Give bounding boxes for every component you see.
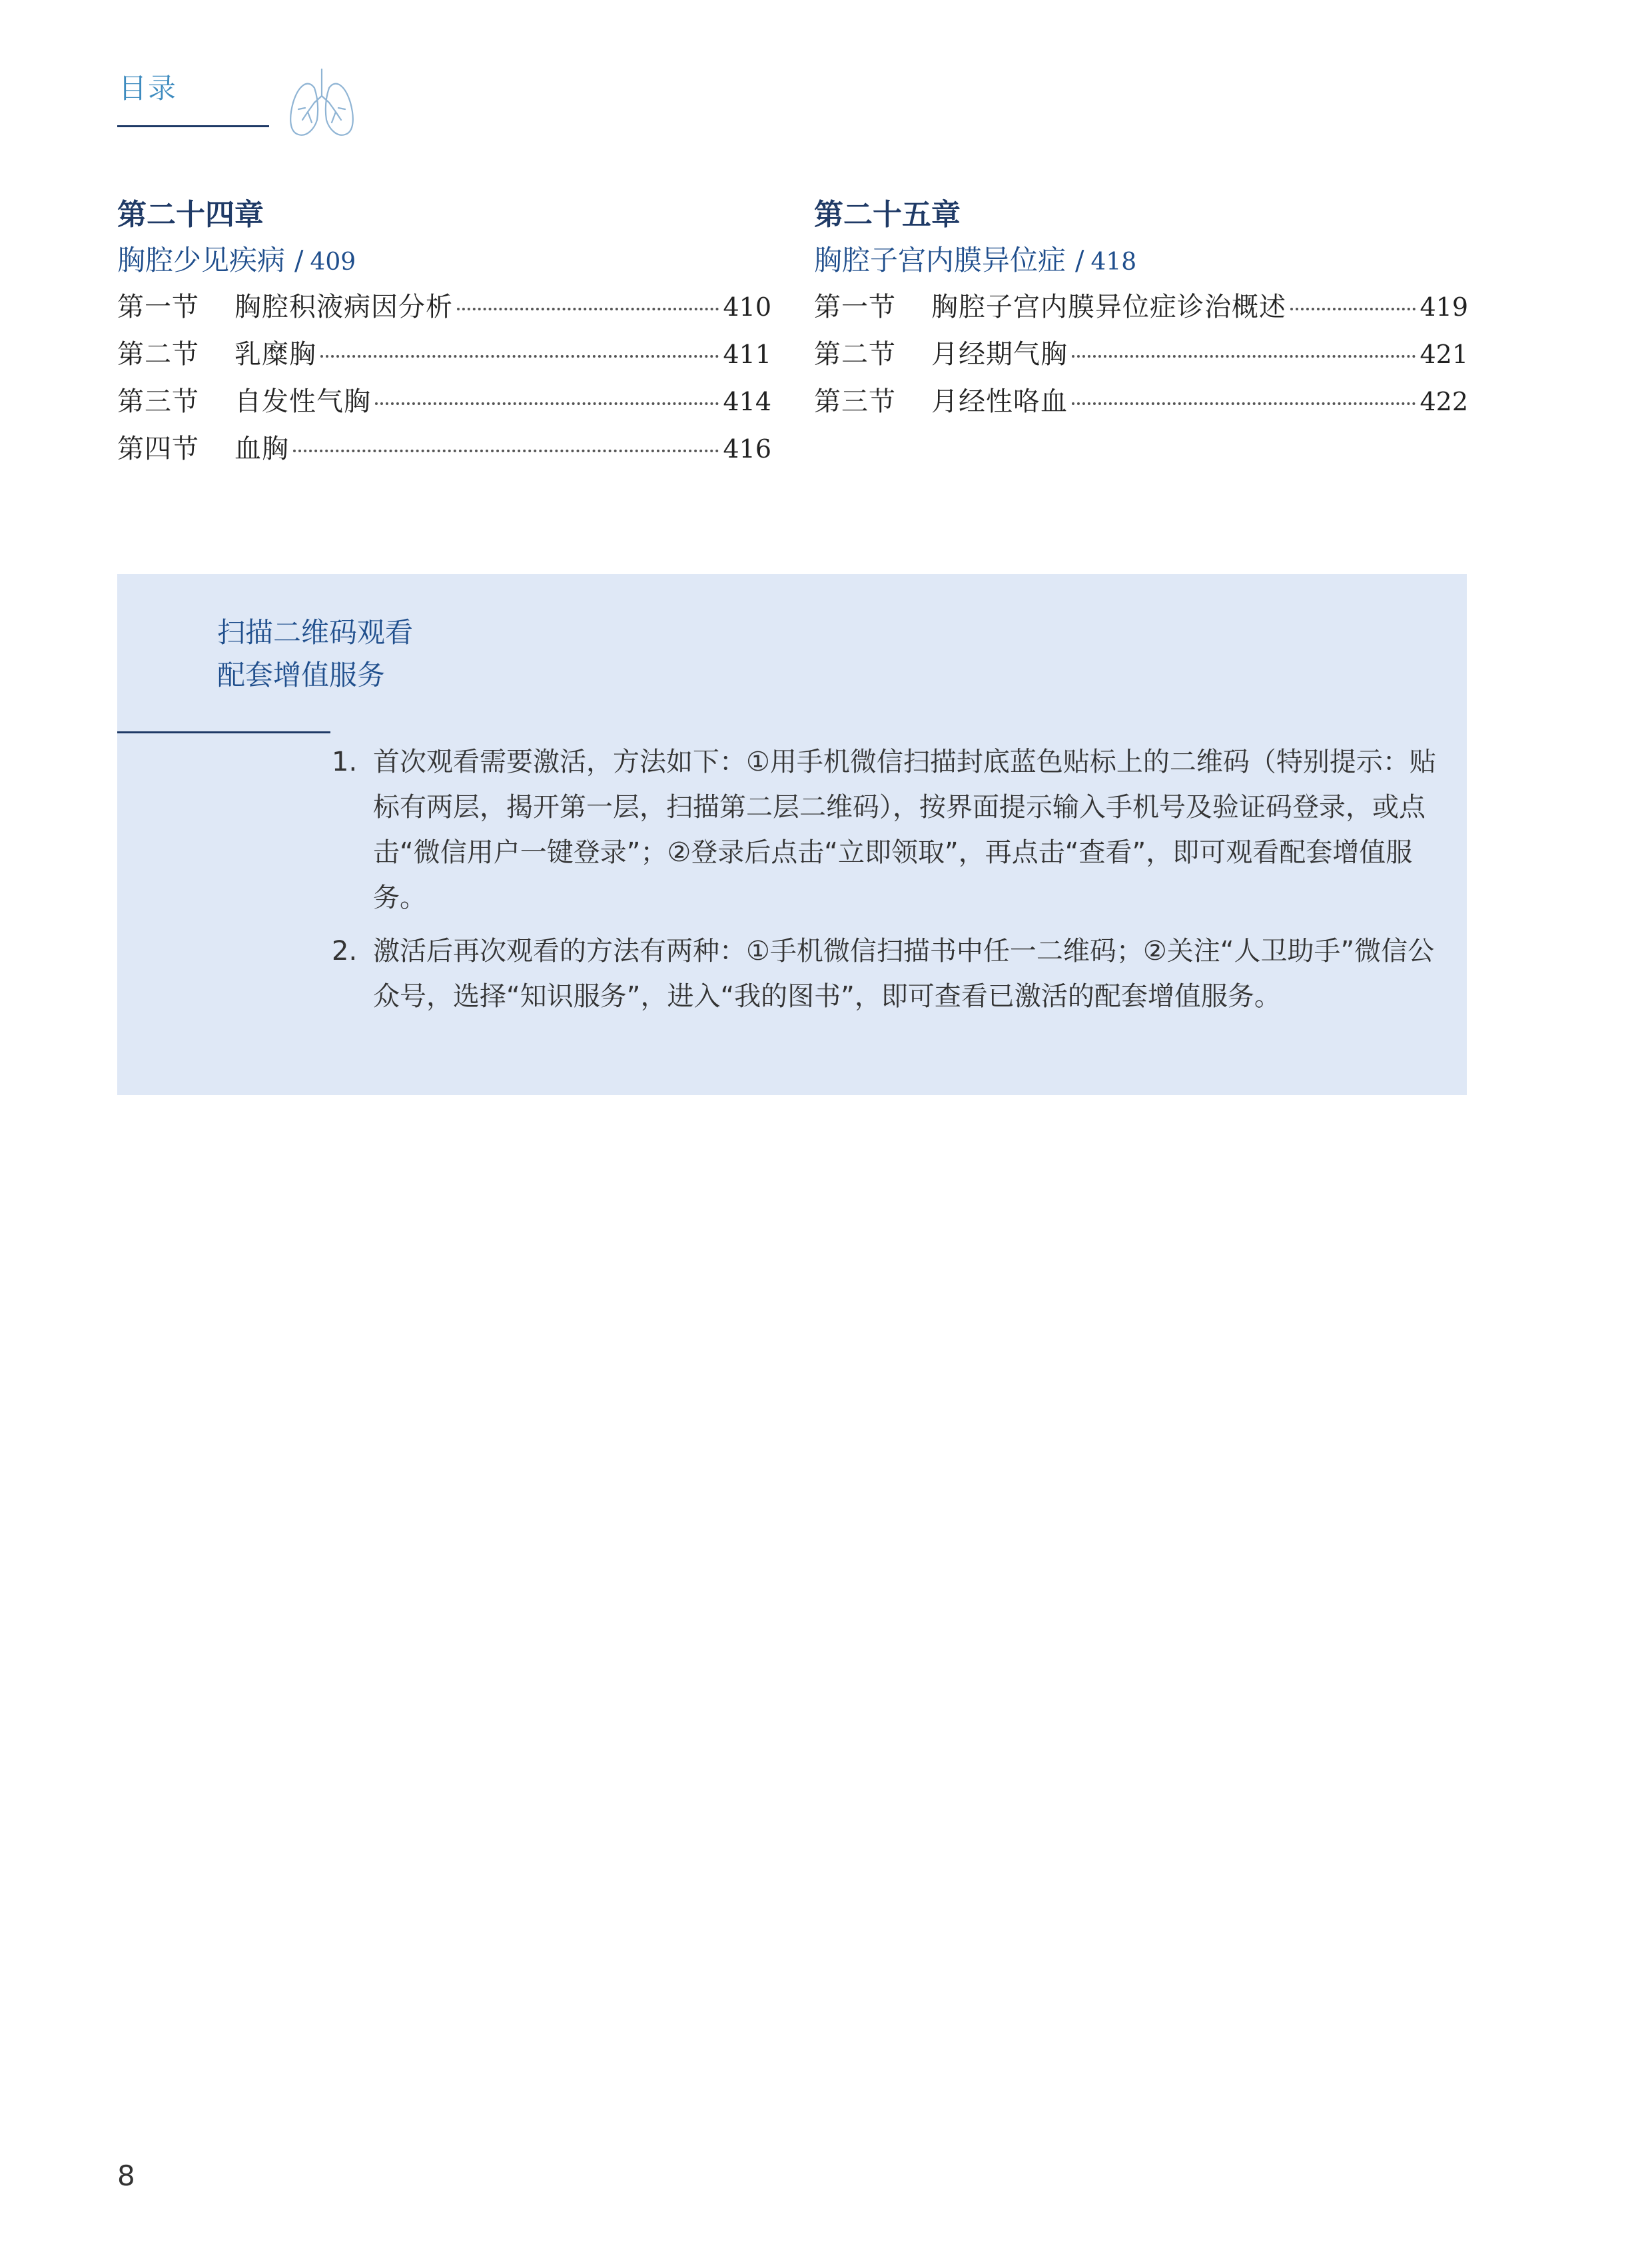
dot-leader xyxy=(1290,308,1416,310)
chapter-title: 胸腔少见疾病 xyxy=(117,244,286,276)
dot-leader xyxy=(375,402,719,405)
instruction-text: 激活后再次观看的方法有两种：①手机微信扫描书中任一二维码；②关注“人卫助手”微信公众号，选择“知识服务”，进入“我的图书”，即可查看已激活的配套增值服务。 xyxy=(373,936,1435,1012)
instruction-number: 1. xyxy=(332,747,358,777)
toc-column-right xyxy=(814,193,1468,426)
dot-leader xyxy=(1072,402,1416,405)
section-page-number: 414 xyxy=(723,387,771,416)
chapter-page-number: 409 xyxy=(310,248,356,276)
chapter-heading[interactable] xyxy=(814,237,1468,284)
section-title: 自发性气胸 xyxy=(234,386,371,417)
chapter-page-number: 418 xyxy=(1090,248,1137,276)
section-title: 胸腔子宫内膜异位症诊治概述 xyxy=(931,292,1286,322)
chapter-number: 第二十五章 xyxy=(814,198,961,232)
section-page-number: 410 xyxy=(723,292,771,322)
instructions-list xyxy=(332,739,1438,1027)
chapter-separator: / xyxy=(294,246,304,276)
section-page-number: 411 xyxy=(723,340,771,369)
info-box-heading-line2: 配套增值服务 xyxy=(217,659,386,691)
header-divider xyxy=(117,125,269,127)
section-number: 第四节 xyxy=(117,434,199,464)
chapter-heading[interactable] xyxy=(117,237,771,284)
section-page-number: 419 xyxy=(1420,292,1468,322)
instruction-text: 首次观看需要激活，方法如下：①用手机微信扫描封底蓝色贴标上的二维码（特别提示：贴标有两层，揭开第一层，扫描第二层二维码），按界面提示输入手机号及验证码登录，或点击“微信用户一键登录”；②登录后点击“立即领取”，再点击“查看”，即可观看配套增值服务。 xyxy=(373,747,1436,913)
instruction-item xyxy=(332,739,1438,921)
section-number: 第一节 xyxy=(814,292,896,322)
dot-leader xyxy=(293,450,719,452)
section-title: 月经期气胸 xyxy=(931,339,1068,370)
section-title: 乳糜胸 xyxy=(234,339,316,370)
toc-entry[interactable] xyxy=(814,378,1468,426)
toc-entry[interactable] xyxy=(814,331,1468,378)
section-number: 第一节 xyxy=(117,292,199,322)
toc-entry[interactable] xyxy=(814,284,1468,331)
chapter-title: 胸腔子宫内膜异位症 xyxy=(814,244,1066,276)
section-number: 第三节 xyxy=(814,386,896,417)
section-page-number: 422 xyxy=(1420,387,1468,416)
section-page-number: 416 xyxy=(723,434,771,464)
dot-leader xyxy=(1072,355,1416,358)
toc-entry[interactable] xyxy=(117,378,771,426)
info-box-heading-line1: 扫描二维码观看 xyxy=(217,616,414,649)
instruction-item xyxy=(332,929,1438,1019)
section-page-number: 421 xyxy=(1420,340,1468,369)
page-header-title: 目录 xyxy=(119,72,178,105)
toc-entry[interactable] xyxy=(117,426,771,473)
info-box-heading xyxy=(217,611,413,697)
lungs-icon xyxy=(285,65,358,141)
section-number: 第三节 xyxy=(117,386,199,417)
section-title: 血胸 xyxy=(234,434,289,464)
chapter-number: 第二十四章 xyxy=(117,198,264,232)
toc-entry[interactable] xyxy=(117,284,771,331)
dot-leader xyxy=(457,308,719,310)
section-number: 第二节 xyxy=(117,339,199,370)
section-title: 月经性咯血 xyxy=(931,386,1068,417)
chapter-separator: / xyxy=(1075,246,1084,276)
page-number: 8 xyxy=(117,2159,135,2192)
dot-leader xyxy=(320,355,719,358)
section-title: 胸腔积液病因分析 xyxy=(234,292,453,322)
section-number: 第二节 xyxy=(814,339,896,370)
instruction-number: 2. xyxy=(332,936,358,966)
toc-entry[interactable] xyxy=(117,331,771,378)
info-box-divider xyxy=(117,731,330,733)
toc-column-left xyxy=(117,193,771,473)
